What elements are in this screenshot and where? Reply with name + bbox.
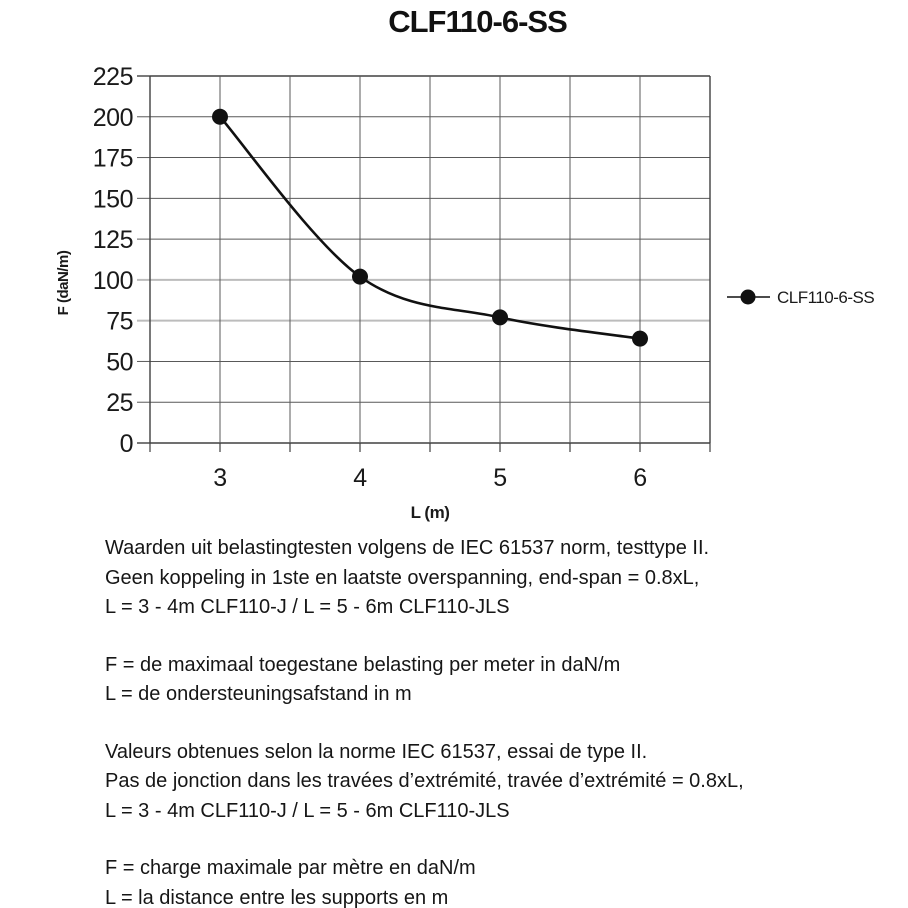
note-line: F = de maximaal toegestane belasting per meter in daN/m [105, 653, 621, 676]
y-axis-title: F (daN/m) [55, 250, 72, 316]
data-point-3m [212, 109, 228, 125]
note-line: Waarden uit belastingtesten volgens de IEC 61537 norm, testtype II. [105, 537, 710, 559]
x-tick-label: 5 [493, 464, 507, 492]
x-tick-label: 4 [353, 464, 367, 492]
y-tick-label: 75 [106, 307, 133, 336]
note-nl-test [105, 534, 885, 623]
note-fr-legend [105, 854, 885, 908]
data-point-5m [492, 309, 508, 325]
data-point-6m [632, 331, 648, 347]
chart-title: CLF110-6-SS [388, 4, 567, 39]
note-line: L = la distance entre les supports en m [105, 886, 449, 908]
y-tick-label: 50 [106, 348, 133, 377]
x-axis-title: L (m) [410, 503, 450, 522]
x-tick-label: 6 [633, 464, 647, 492]
note-line: L = 3 - 4m CLF110-J / L = 5 - 6m CLF110-JLS [105, 596, 510, 618]
note-line: F = charge maximale par mètre en daN/m [105, 857, 476, 879]
note-line: L = de ondersteuningsafstand in m [105, 683, 412, 705]
legend-marker-icon [741, 290, 756, 305]
y-tick-label: 200 [92, 103, 133, 132]
y-tick-label: 225 [92, 63, 133, 91]
notes [105, 534, 885, 908]
note-fr-test [105, 738, 885, 827]
legend-label: CLF110-6-SS [777, 288, 875, 307]
y-tick-label: 25 [106, 389, 133, 418]
note-nl-legend [105, 651, 885, 710]
data-point-4m [352, 269, 368, 285]
note-line: Valeurs obtenues selon la norme IEC 61537, essai de type II. [105, 740, 648, 763]
y-tick-label: 0 [119, 430, 133, 458]
y-tick-label: 150 [92, 185, 133, 214]
x-tick-label: 3 [213, 464, 227, 492]
y-tick-label: 175 [92, 144, 133, 173]
y-tick-label: 125 [92, 226, 133, 255]
note-line: L = 3 - 4m CLF110-J / L = 5 - 6m CLF110-JLS [105, 799, 510, 822]
note-line: Pas de jonction dans les travées d’extrémité, travée d’extrémité = 0.8xL, [105, 770, 744, 792]
y-tick-label: 100 [92, 266, 133, 295]
note-line: Geen koppeling in 1ste en laatste overspanning, end-span = 0.8xL, [105, 566, 700, 589]
